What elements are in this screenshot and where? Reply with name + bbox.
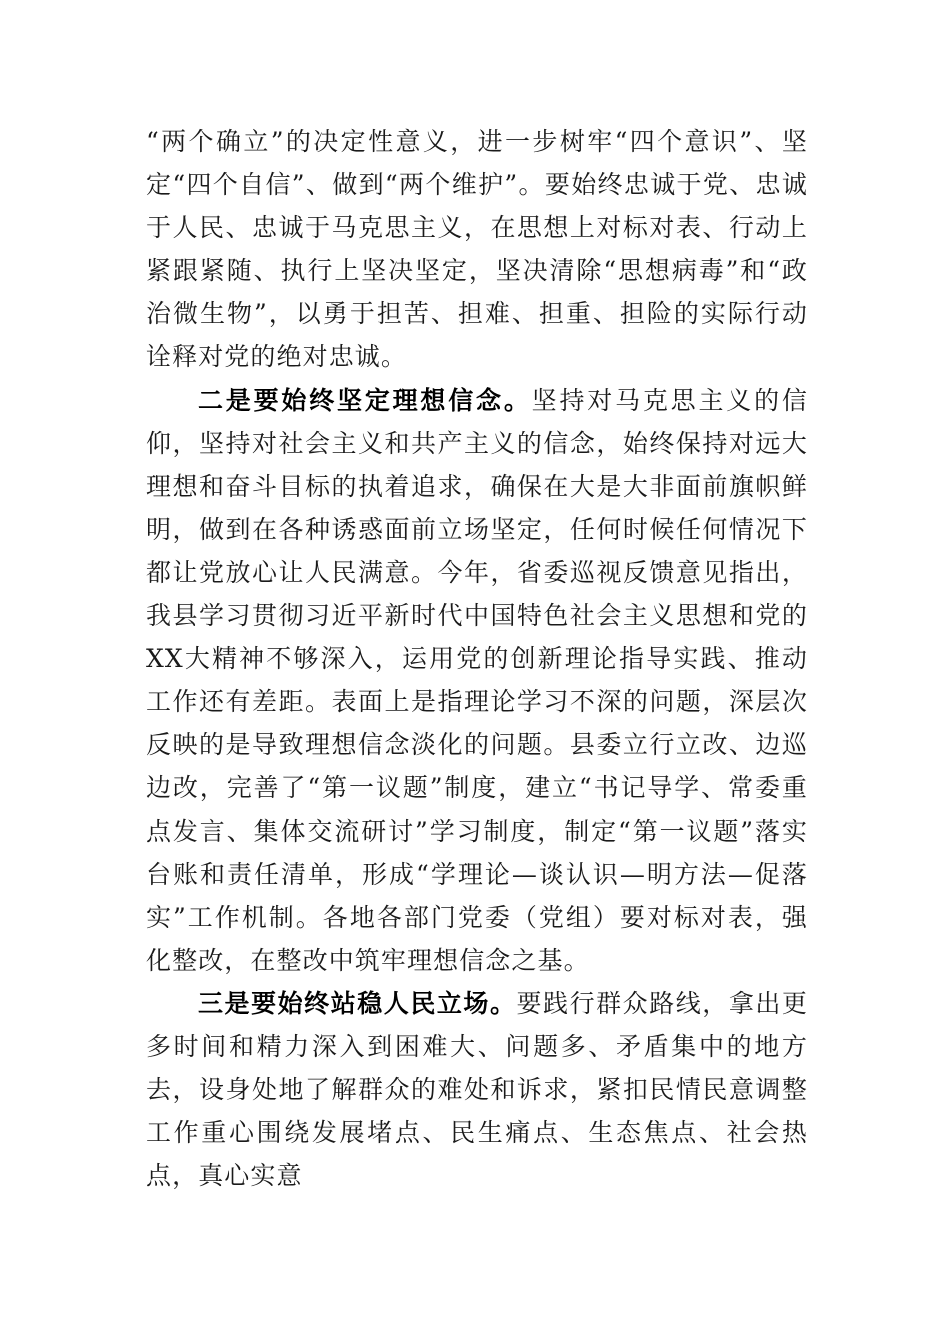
paragraph-2 bbox=[146, 379, 808, 982]
paragraph-1 bbox=[146, 120, 808, 379]
paragraph-1-text: “两个确立”的决定性意义，进一步树牢“四个意识”、坚定“四个自信”、做到“两个维护”。要始终忠诚于党、忠诚于人民、忠诚于马克思主义，在思想上对标对表、行动上紧跟紧随、执行上坚决坚定，坚决清除“思想病毒”和“政治微生物”，以勇于担苦、担难、担重、担险的实际行动诠释对党的绝对忠诚。 bbox=[146, 127, 808, 372]
paragraph-3 bbox=[146, 982, 808, 1197]
document-body bbox=[146, 120, 808, 1197]
paragraph-2-heading: 二是要始终坚定理想信念。 bbox=[198, 385, 532, 415]
paragraph-2-text: 坚持对马克思主义的信仰，坚持对社会主义和共产主义的信念，始终保持对远大理想和奋斗目标的执着追求，确保在大是大非面前旗帜鲜明，做到在各种诱惑面前立场坚定，任何时候任何情况下都让党放心让人民满意。今年，省委巡视反馈意见指出，我县学习贯彻习近平新时代中国特色社会主义思想和党的XX大精神不够深入，运用党的创新理论指导实践、推动工作还有差距。表面上是指理论学习不深的问题，深层次反映的是导致理想信念淡化的问题。县委立行立改、边巡边改，完善了“第一议题”制度，建立“书记导学、常委重点发言、集体交流研讨”学习制度，制定“第一议题”落实台账和责任清单，形成“学理论—谈认识—明方法—促落实”工作机制。各地各部门党委（党组）要对标对表，强化整改，在整改中筑牢理想信念之基。 bbox=[146, 385, 808, 975]
paragraph-3-heading: 三是要始终站稳人民立场。 bbox=[198, 988, 517, 1018]
paragraph-3-text: 要践行群众路线，拿出更多时间和精力深入到困难大、问题多、矛盾集中的地方去，设身处地了解群众的难处和诉求，紧扣民情民意调整工作重心围绕发展堵点、民生痛点、生态焦点、社会热点，真心实意 bbox=[146, 988, 809, 1191]
